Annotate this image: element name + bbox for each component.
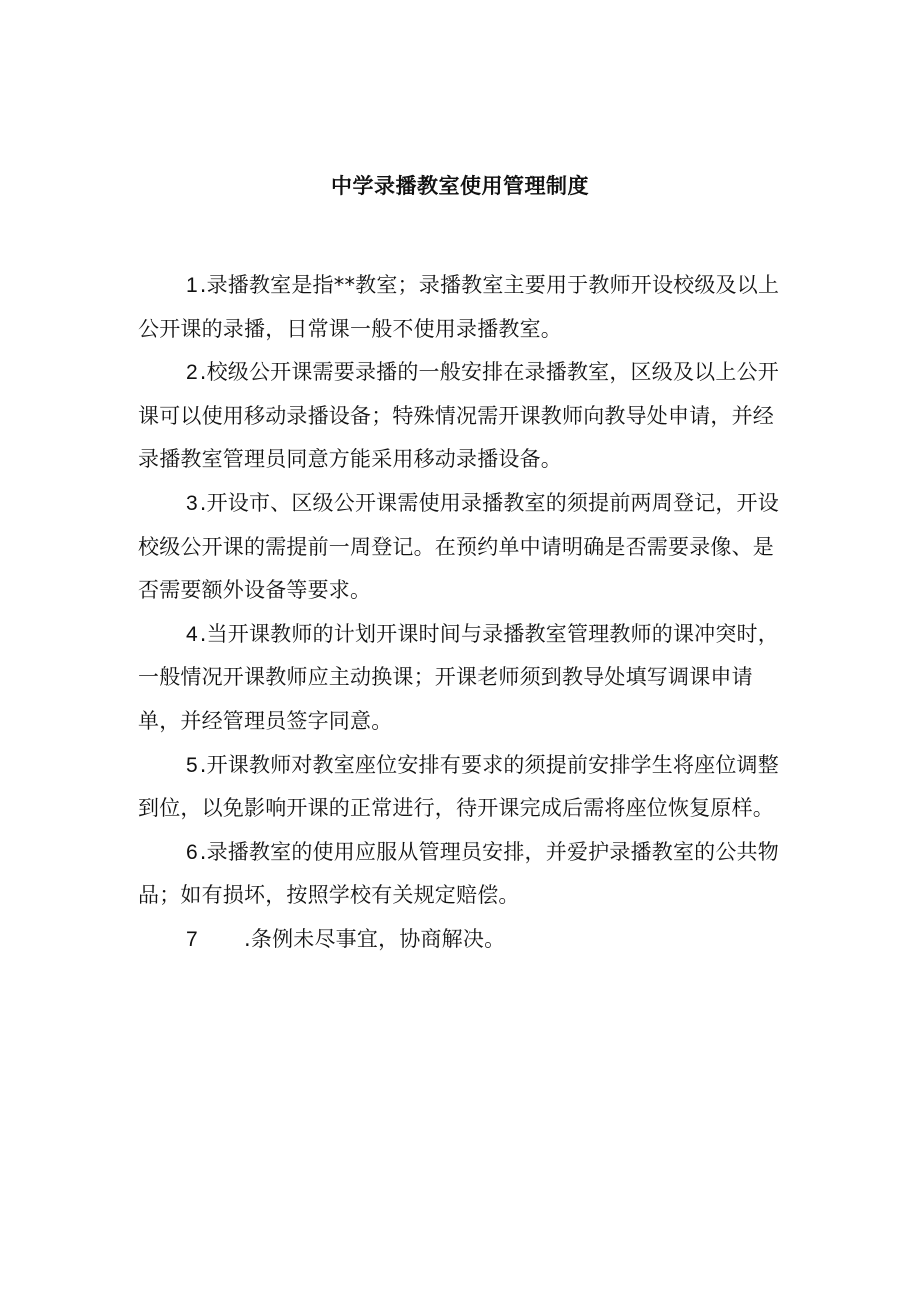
clause-2 [138, 351, 790, 482]
clause-text: .条例未尽事宜，协商解决。 [244, 926, 506, 951]
clause-text: .录播教室的使用应服从管理员安排，并爱护录播教室的公共物品；如有损坏，按照学校有关规定赔偿。 [138, 839, 779, 908]
clause-1 [138, 264, 790, 351]
clause-number: 1 [186, 274, 200, 297]
clause-5 [138, 744, 790, 831]
clause-text: .开课教师对教室座位安排有要求的须提前安排学生将座位调整到位，以免影响开课的正常进行，待开课完成后需将座位恢复原样。 [138, 752, 779, 821]
clause-list [138, 264, 790, 962]
clause-number: 3 [186, 491, 200, 515]
clause-text: .校级公开课需要录播的一般安排在录播教室，区级及以上公开课可以使用移动录播设备；特殊情况需开课教师向教导处申请，并经录播教室管理员同意方能采用移动录播设备。 [138, 360, 779, 472]
clause-3 [138, 482, 790, 613]
clause-4 [138, 613, 790, 744]
clause-number: 2 [186, 361, 200, 385]
clause-number: 4 [186, 622, 200, 646]
clause-number: 6 [186, 840, 200, 864]
clause-text: .录播教室是指**教室；录播教室主要用于教师开设校级及以上公开课的录播，日常课一般不使用录播教室。 [138, 273, 780, 341]
clause-number: 7 [186, 927, 198, 951]
clause-number: 5 [186, 753, 200, 777]
clause-7 [138, 918, 790, 962]
clause-text: .开设市、区级公开课需使用录播教室的须提前两周登记，开设校级公开课的需提前一周登记。在预约单中请明确是否需要录像、是否需要额外设备等要求。 [138, 490, 779, 603]
clause-6 [138, 831, 790, 918]
clause-text: .当开课教师的计划开课时间与录播教室管理教师的课冲突时，一般情况开课教师应主动换课；开课老师须到教导处填写调课申请单，并经管理员签字同意。 [138, 621, 779, 733]
document-title: 中学录播教室使用管理制度 [331, 174, 589, 198]
